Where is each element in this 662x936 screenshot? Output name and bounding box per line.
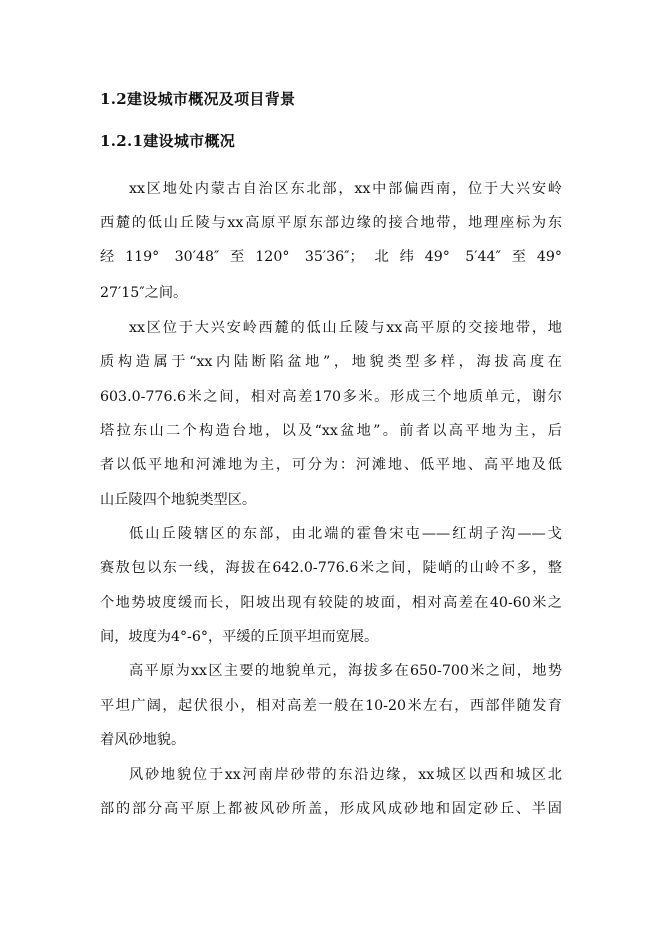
paragraph-5-line-2: 部的部分高平原上都被风砂所盖，形成风成砂地和固定砂丘、半固	[100, 801, 562, 817]
paragraph-3-line-2: 赛敖包以东一线，海拔在642.0-776.6米之间，陡峭的山岭不多，整	[100, 560, 562, 576]
paragraph-3-line-4: 间，坡度为4°-6°，平缓的丘顶平坦而宽展。	[100, 629, 379, 645]
paragraph-1-line-3: 经119° 30′48″至120° 35′36″；北纬49° 5′44″至49°	[100, 249, 562, 265]
paragraph-3-line-1: 低山丘陵辖区的东部，由北端的霍鲁宋屯——红胡子沟——戈	[129, 526, 562, 542]
paragraph-1-line-2: 西麓的低山丘陵与xx高原平原东部边缘的接合地带，地理座标为东	[100, 215, 562, 231]
subsection-heading: 1.2.1建设城市概况	[100, 132, 236, 150]
paragraph-2-line-4: 塔拉东山二个构造台地，以及“xx盆地”。前者以高平地为主，后	[100, 423, 562, 439]
paragraph-2-line-5: 者以低平地和河滩地为主，可分为：河滩地、低平地、高平地及低	[100, 457, 562, 473]
paragraph-4-line-1: 高平原为xx区主要的地貌单元，海拔多在650-700米之间，地势	[129, 663, 562, 679]
paragraph-5-line-1: 风砂地貌位于xx河南岸砂带的东沿边缘，xx城区以西和城区北	[129, 767, 562, 783]
paragraph-2-line-6: 山丘陵四个地貌类型区。	[100, 492, 257, 508]
paragraph-1-line-1: xx区地处内蒙古自治区东北部，xx中部偏西南，位于大兴安岭	[129, 181, 562, 197]
paragraph-1-line-4: 27′15″之间。	[100, 285, 188, 301]
paragraph-4-line-2: 平坦广阔，起伏很小，相对高差一般在10-20米左右，西部伴随发育	[100, 698, 562, 714]
paragraph-2-line-2: 质构造属于“xx内陆断陷盆地”，地貌类型多样，海拔高度在	[100, 354, 562, 370]
paragraph-4-line-3: 着风砂地貌。	[100, 732, 186, 748]
paragraph-3-line-3: 个地势坡度缓而长，阳坡出现有较陡的坡面，相对高差在40-60米之	[100, 595, 562, 611]
section-heading: 1.2建设城市概况及项目背景	[100, 90, 296, 108]
paragraph-2-line-3: 603.0-776.6米之间，相对高差170多米。形成三个地质单元，谢尔	[100, 389, 562, 405]
paragraph-2-line-1: xx区位于大兴安岭西麓的低山丘陵与xx高平原的交接地带，地	[129, 320, 562, 336]
